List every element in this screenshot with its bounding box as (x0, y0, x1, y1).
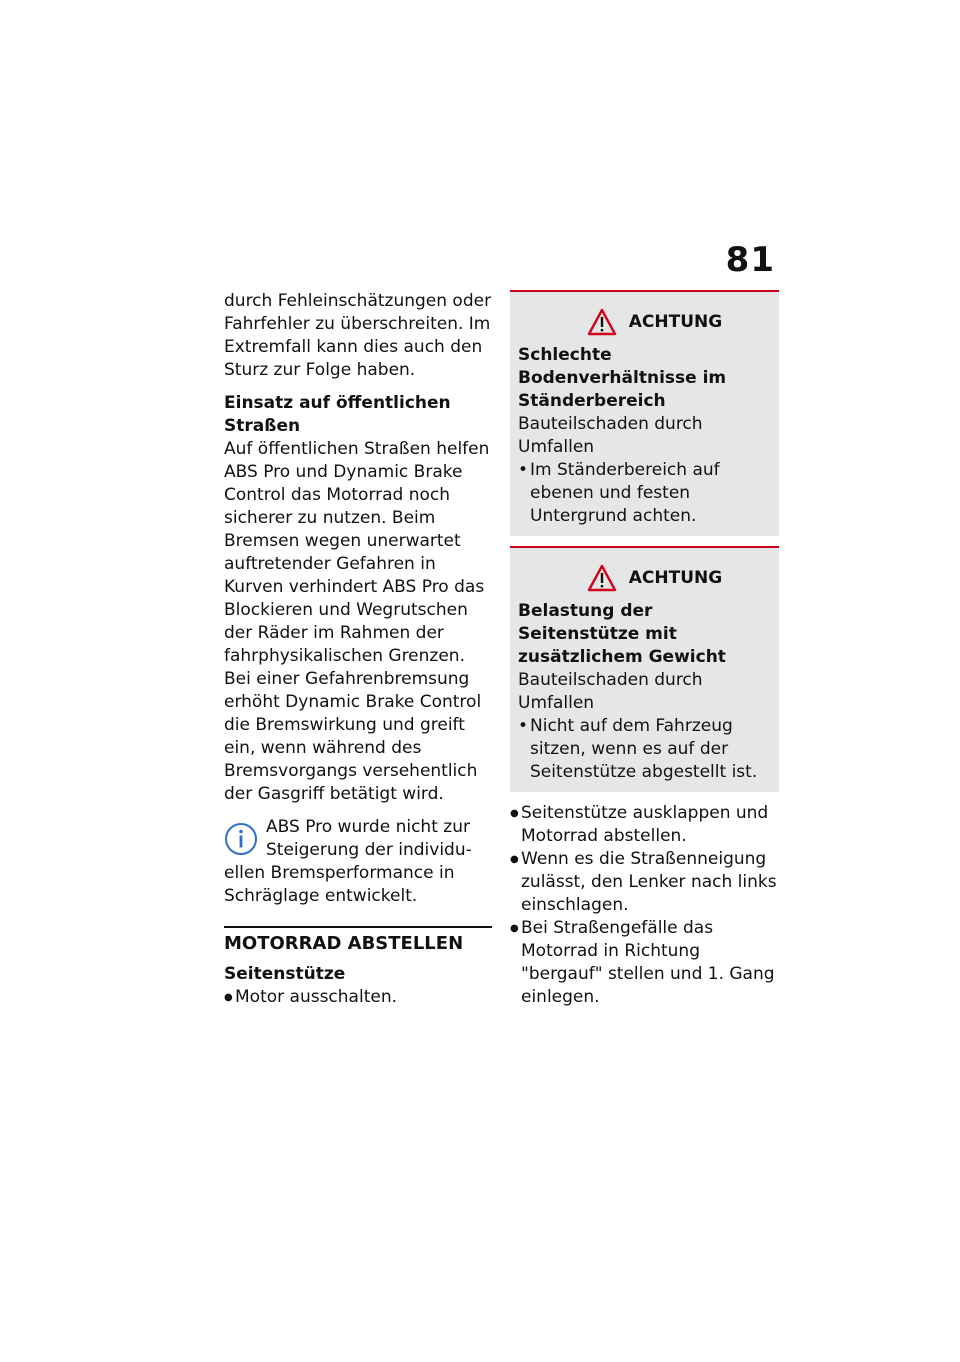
warning-bullet-list (518, 459, 771, 528)
right-column (510, 290, 779, 1009)
list-item: • Nicht auf dem Fahrzeug sitzen, wenn es auf der Seitenstütze abgestellt ist. (518, 715, 771, 784)
list-item: ● Seitenstütze ausklappen und Motorrad abstellen. (510, 802, 779, 848)
warning-consequence: Bauteilschaden durch Umfallen (518, 414, 703, 457)
info-icon (224, 822, 258, 856)
list-item: ● Bei Straßengefälle das Motorrad in Richtung "bergauf" stellen und 1. Gang einlegen. (510, 917, 779, 1009)
list-item: • Im Ständerbereich auf ebenen und festen Untergrund achten. (518, 459, 771, 528)
list-item: ● Wenn es die Straßenneigung zulässt, den Lenker nach links einschlagen. (510, 848, 779, 917)
info-line-2: Steigerung der individu- (266, 840, 472, 860)
warning-subject: Schlechte Bodenverhältnisse im Ständerbereich (518, 345, 727, 411)
section-bullet-list (224, 986, 492, 1009)
section-subheading: Seitenstütze (224, 964, 346, 984)
info-continuation: ellen Bremsperformance in Schräglage entwickelt. (224, 863, 455, 906)
warning-title: ACHTUNG (628, 311, 723, 332)
warning-box-1 (510, 290, 779, 536)
section-divider (224, 926, 492, 928)
warning-header (538, 308, 771, 336)
warning-title: ACHTUNG (628, 567, 723, 588)
warning-triangle-icon (587, 308, 617, 336)
warning-consequence: Bauteilschaden durch Umfallen (518, 670, 703, 713)
procedure-bullet-list (510, 802, 779, 1009)
body-paragraph: Auf öffentlichen Straßen helfen ABS Pro und Dynamic Brake Control das Motorrad noch sicherer zu nutzen. Beim Bremsen wegen unerwartet auftretender Gefahren in Kurven verhindert ABS Pro das Blockieren und Wegrutschen der Räder im Rahmen der fahrphysikalischen Grenzen. Bei einer Gefahrenbremsung erhöht Dynamic Brake Control die Bremswirkung und greift ein, wenn während des Bremsvorgangs versehentlich der Gasgriff betätigt wird. (224, 439, 490, 804)
info-line-1: ABS Pro wurde nicht zur (266, 817, 470, 837)
page-number: 81 (725, 240, 775, 280)
warning-bullet-list (518, 715, 771, 784)
list-item: ● Motor ausschalten. (224, 986, 492, 1009)
warning-box-2 (510, 546, 779, 792)
warning-subject: Belastung der Seitenstütze mit zusätzlichem Gewicht (518, 601, 726, 667)
info-note (224, 816, 492, 908)
section-title: MOTORRAD ABSTELLEN (224, 933, 464, 954)
subheading-public-roads: Einsatz auf öffentlichen Straßen (224, 393, 451, 436)
intro-paragraph: durch Fehleinschätzungen oder Fahrfehler zu überschreiten. Im Extremfall kann dies auch den Sturz zur Folge haben. (224, 291, 492, 380)
warning-header (538, 564, 771, 592)
left-column (224, 290, 492, 1009)
warning-triangle-icon (587, 564, 617, 592)
